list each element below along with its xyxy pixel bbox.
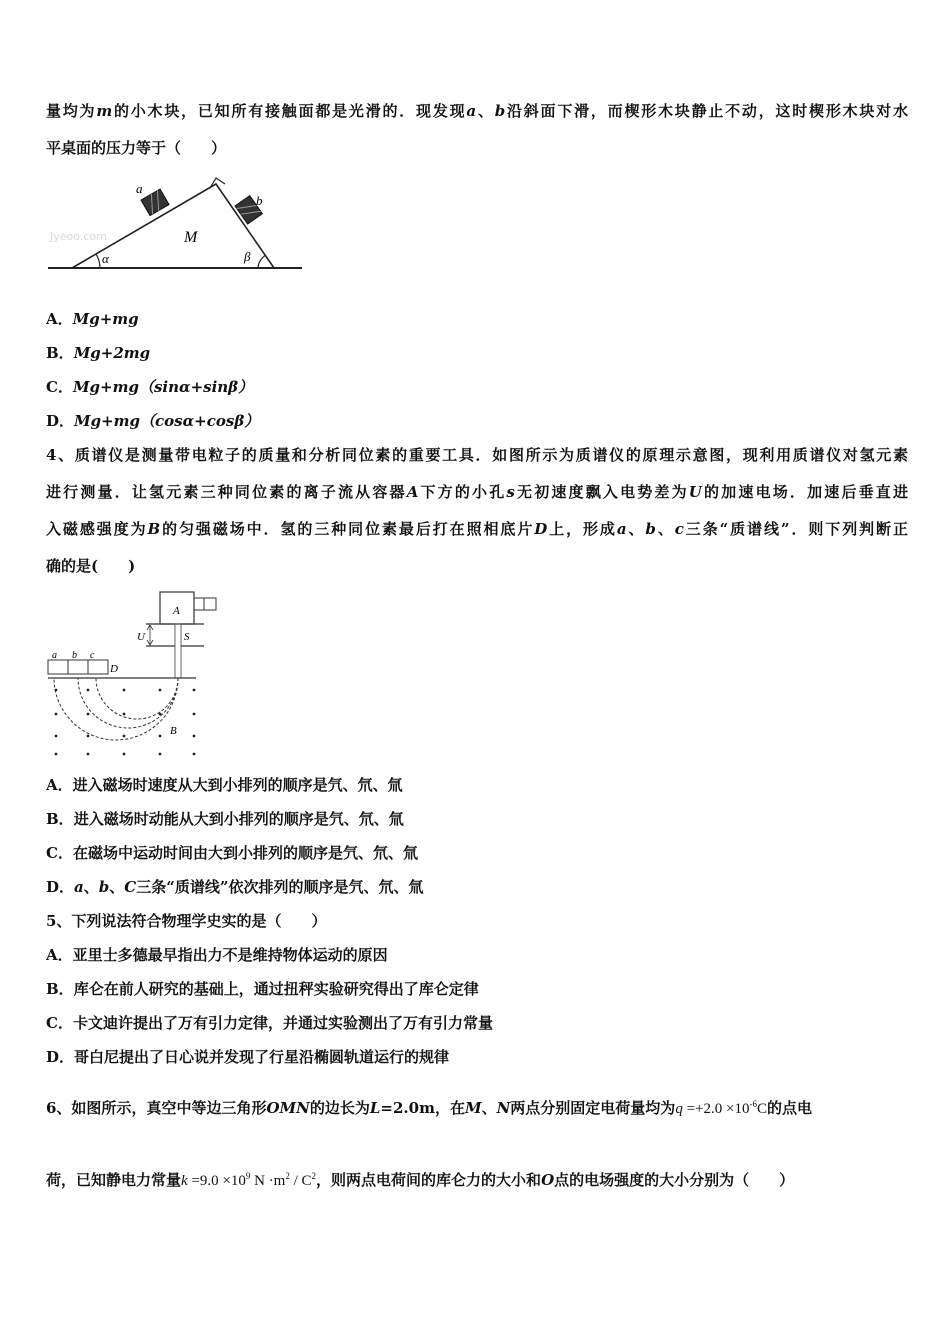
q3-option-b: B．Mg+2mg <box>46 344 151 362</box>
trajectory-c <box>96 678 178 719</box>
watermark: Jyeoo.com <box>50 230 107 243</box>
q5-option-d: D．哥白尼提出了日心说并发现了行星沿椭圆轨道运行的规律 <box>46 1048 450 1066</box>
photo-plate-D <box>48 660 108 674</box>
label-c: c <box>90 650 95 661</box>
q3-stem-line1: 量均为m的小木块，已知所有接触面都是光滑的．现发现a、b沿斜面下滑，而楔形木块静止不动，这时楔形木块对水 <box>46 102 908 120</box>
q4-option-b: B．进入磁场时动能从大到小排列的顺序是氕、氘、氚 <box>46 810 404 828</box>
label-S: S <box>184 631 190 643</box>
label-b: b <box>72 650 77 661</box>
q4-stem-line3: 入磁感强度为B的匀强磁场中．氢的三种同位素最后打在照相底片D上，形成a、b、c三条“质谱线”．则下列判断正 <box>46 520 908 538</box>
mass-spectrometer-figure <box>44 590 220 760</box>
label-D: D <box>110 663 118 675</box>
q5-stem: 5、下列说法符合物理学史实的是（ ） <box>46 912 327 930</box>
inlet-pipe <box>194 598 216 610</box>
q4-option-a: A．进入磁场时速度从大到小排列的顺序是氕、氘、氚 <box>46 776 403 794</box>
block-a <box>141 189 169 216</box>
q4-option-c: C．在磁场中运动时间由大到小排列的顺序是氕、氘、氚 <box>46 844 418 862</box>
beta-arc <box>258 255 266 268</box>
q4-stem-line1: 4、质谱仪是测量带电粒子的质量和分析同位素的重要工具．如图所示为质谱仪的原理示意图，现利用质谱仪对氢元素 <box>46 446 908 464</box>
label-a: a <box>52 650 57 661</box>
label-A: A <box>173 605 180 617</box>
charge-formula: $q =+2.0 \times 10^{-6}C$ <box>675 1099 767 1117</box>
q4-stem-line4: 确的是( ) <box>46 557 136 575</box>
coulomb-constant-formula: $k =9.0 \times 10^9$ $N \cdot m^2 / C^2$ <box>181 1171 317 1189</box>
trajectory-a <box>54 678 178 740</box>
q5-option-a: A．亚里士多德最早指出力不是维持物体运动的原因 <box>46 946 388 964</box>
label-beta: β <box>244 249 251 264</box>
label-B: B <box>170 725 177 737</box>
q6-stem-line2: 荷，已知静电力常量$k =9.0 \times 10^9$ $N \cdot m^2 / C^2$，则两点电荷间的库仑力的大小和O点的电场强度的大小分别为（ ） <box>46 1171 795 1189</box>
label-a: a <box>136 181 143 196</box>
q5-option-b: B．库仑在前人研究的基础上，通过扭秤实验研究得出了库仑定律 <box>46 980 479 998</box>
label-U: U <box>137 631 145 643</box>
q3-option-c: C．Mg+mg（sinα+sinβ） <box>46 378 254 396</box>
q6-stem-line1: 6、如图所示，真空中等边三角形OMN的边长为L=2.0m，在M、N两点分别固定电荷量均为$q =+2.0 \times 10^{-6}C$的点电 <box>46 1099 812 1117</box>
trajectory-b <box>78 678 178 728</box>
q3-option-d: D．Mg+mg（cosα+cosβ） <box>46 412 260 430</box>
alpha-arc <box>96 254 100 268</box>
q3-option-a: A．Mg+mg <box>46 310 139 328</box>
label-alpha: α <box>102 251 109 266</box>
q4-option-d: D．a、b、C三条“质谱线”依次排列的顺序是氕、氘、氚 <box>46 878 424 896</box>
label-b: b <box>256 193 263 208</box>
label-M: M <box>184 229 198 246</box>
q5-option-c: C．卡文迪许提出了万有引力定律，并通过实验测出了万有引力常量 <box>46 1014 493 1032</box>
q4-stem-line2: 进行测量．让氢元素三种同位素的离子流从容器A下方的小孔s无初速度飘入电势差为U的加速电场．加速后垂直进 <box>46 483 908 501</box>
wedge-figure <box>44 176 306 272</box>
q3-stem-line2: 平桌面的压力等于（ ） <box>46 139 227 157</box>
